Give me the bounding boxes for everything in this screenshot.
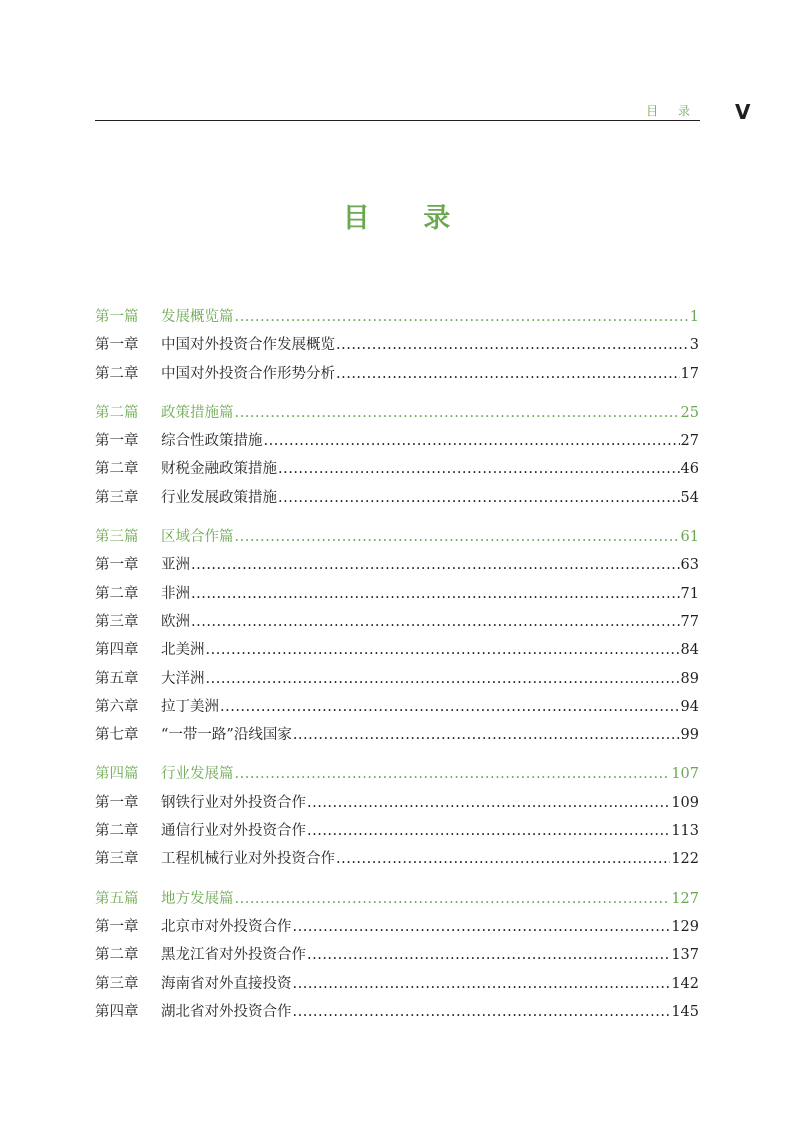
toc-entry-label: 第二章: [95, 947, 139, 964]
toc-entry-page: 63: [680, 557, 699, 574]
toc-entry-page: 84: [680, 642, 699, 659]
toc-entry-page: 127: [671, 890, 699, 907]
dot-leader: [206, 636, 680, 664]
toc-entry-title: 中国对外投资合作发展概览: [161, 337, 335, 354]
running-header: [95, 100, 700, 121]
toc-entry-title: 工程机械行业对外投资合作: [161, 851, 335, 868]
running-header-title: 目 录: [646, 104, 698, 118]
toc-entry-title: 欧洲: [161, 613, 190, 630]
toc-entry-page: 3: [689, 337, 699, 354]
toc-entry-title: 北美洲: [161, 642, 205, 659]
toc-entry-label: 第五篇: [95, 890, 139, 907]
toc-chapter-entry[interactable]: [95, 608, 699, 636]
toc-section: [95, 760, 699, 873]
toc-entry-label: 第四章: [95, 1003, 139, 1020]
toc-entry-label: 第三章: [95, 975, 139, 992]
toc-part-entry[interactable]: [95, 760, 699, 788]
toc-entry-page: 25: [680, 404, 699, 421]
toc-entry-page: 129: [671, 918, 699, 935]
toc-chapter-entry[interactable]: [95, 941, 699, 969]
toc-entry-label: 第三章: [95, 613, 139, 630]
toc-entry-page: 94: [680, 698, 699, 715]
toc-chapter-entry[interactable]: [95, 580, 699, 608]
dot-leader: [336, 331, 689, 359]
dot-leader: [293, 721, 680, 749]
toc-entry-page: 54: [680, 489, 699, 506]
toc-entry-label: 第二章: [95, 585, 139, 602]
toc-entry-page: 107: [671, 766, 699, 783]
toc-entry-label: 第一章: [95, 794, 139, 811]
dot-leader: [293, 970, 671, 998]
toc-part-entry[interactable]: [95, 303, 699, 331]
toc-entry-title: 综合性政策措施: [161, 433, 263, 450]
toc-entry-page: 71: [680, 585, 699, 602]
toc-section: [95, 885, 699, 1026]
dot-leader: [235, 399, 680, 427]
dot-leader: [307, 789, 670, 817]
toc-entry-title: 行业发展政策措施: [161, 489, 277, 506]
page-number: V: [735, 100, 751, 124]
toc-entry-page: 137: [671, 947, 699, 964]
dot-leader: [191, 580, 680, 608]
toc-entry-title: 湖北省对外投资合作: [161, 1003, 292, 1020]
toc-chapter-entry[interactable]: [95, 331, 699, 359]
toc-section: [95, 303, 699, 388]
toc-entry-title: 黑龙江省对外投资合作: [161, 947, 306, 964]
dot-leader: [336, 360, 680, 388]
toc-entry-label: 第四章: [95, 642, 139, 659]
dot-leader: [220, 693, 680, 721]
toc-chapter-entry[interactable]: [95, 789, 699, 817]
toc-entry-page: 142: [671, 975, 699, 992]
toc-entry-title: 北京市对外投资合作: [161, 918, 292, 935]
toc-chapter-entry[interactable]: [95, 817, 699, 845]
toc-entry-page: 61: [680, 529, 699, 546]
toc-chapter-entry[interactable]: [95, 845, 699, 873]
toc-part-entry[interactable]: [95, 885, 699, 913]
dot-leader: [264, 427, 680, 455]
toc-entry-label: 第六章: [95, 698, 139, 715]
toc-entry-label: 第二篇: [95, 404, 139, 421]
toc-entry-title: 亚洲: [161, 557, 190, 574]
table-of-contents: [95, 303, 699, 1037]
toc-chapter-entry[interactable]: [95, 636, 699, 664]
toc-entry-title: 地方发展篇: [161, 890, 234, 907]
dot-leader: [235, 303, 689, 331]
dot-leader: [293, 913, 671, 941]
toc-entry-page: 109: [671, 794, 699, 811]
toc-section: [95, 523, 699, 749]
toc-entry-title: 政策措施篇: [161, 404, 234, 421]
page-title: 目 录: [342, 203, 473, 234]
toc-entry-page: 27: [680, 433, 699, 450]
toc-entry-label: 第三篇: [95, 529, 139, 546]
toc-section: [95, 399, 699, 512]
toc-entry-page: 1: [689, 309, 699, 325]
dot-leader: [191, 608, 680, 636]
toc-entry-page: 113: [671, 823, 699, 840]
toc-part-entry[interactable]: [95, 523, 699, 551]
toc-entry-label: 第二章: [95, 461, 139, 478]
toc-entry-page: 89: [680, 670, 699, 687]
toc-entry-label: 第四篇: [95, 766, 139, 783]
toc-part-entry[interactable]: [95, 399, 699, 427]
toc-entry-title: 中国对外投资合作形势分析: [161, 365, 335, 382]
toc-chapter-entry[interactable]: [95, 427, 699, 455]
toc-entry-title: 拉丁美洲: [161, 698, 219, 715]
toc-entry-title: 行业发展篇: [161, 766, 234, 783]
dot-leader: [293, 998, 671, 1026]
toc-entry-page: 122: [671, 851, 699, 868]
toc-entry-title: 通信行业对外投资合作: [161, 823, 306, 840]
dot-leader: [336, 845, 670, 873]
toc-entry-label: 第一章: [95, 433, 139, 450]
dot-leader: [307, 817, 670, 845]
dot-leader: [191, 551, 680, 579]
toc-chapter-entry[interactable]: [95, 998, 699, 1026]
toc-entry-label: 第一篇: [95, 309, 139, 325]
toc-entry-title: 海南省对外直接投资: [161, 975, 292, 992]
toc-chapter-entry[interactable]: [95, 360, 699, 388]
toc-chapter-entry[interactable]: [95, 484, 699, 512]
dot-leader: [235, 885, 671, 913]
toc-chapter-entry[interactable]: [95, 693, 699, 721]
dot-leader: [206, 665, 680, 693]
toc-entry-title: 区域合作篇: [161, 529, 234, 546]
toc-entry-page: 77: [680, 613, 699, 630]
dot-leader: [235, 760, 671, 788]
toc-entry-title: 钢铁行业对外投资合作: [161, 794, 306, 811]
dot-leader: [278, 455, 680, 483]
toc-chapter-entry[interactable]: [95, 721, 699, 749]
dot-leader: [278, 484, 680, 512]
dot-leader: [307, 941, 670, 969]
toc-entry-label: 第七章: [95, 727, 139, 744]
toc-entry-page: 145: [671, 1003, 699, 1020]
toc-chapter-entry[interactable]: [95, 455, 699, 483]
toc-chapter-entry[interactable]: [95, 665, 699, 693]
toc-entry-label: 第三章: [95, 851, 139, 868]
toc-entry-page: 17: [680, 365, 699, 382]
toc-entry-title: 发展概览篇: [161, 309, 234, 325]
toc-chapter-entry[interactable]: [95, 551, 699, 579]
toc-entry-page: 46: [680, 461, 699, 478]
toc-entry-title: 财税金融政策措施: [161, 461, 277, 478]
toc-entry-label: 第一章: [95, 557, 139, 574]
toc-entry-title: 大洋洲: [161, 670, 205, 687]
toc-entry-label: 第一章: [95, 918, 139, 935]
dot-leader: [235, 523, 680, 551]
toc-entry-page: 99: [680, 727, 699, 744]
toc-entry-label: 第一章: [95, 337, 139, 354]
toc-entry-title: 非洲: [161, 585, 190, 602]
toc-chapter-entry[interactable]: [95, 970, 699, 998]
toc-entry-title: “一带一路”沿线国家: [161, 727, 292, 744]
toc-entry-label: 第二章: [95, 365, 139, 382]
toc-entry-label: 第二章: [95, 823, 139, 840]
toc-chapter-entry[interactable]: [95, 913, 699, 941]
toc-entry-label: 第三章: [95, 489, 139, 506]
toc-entry-label: 第五章: [95, 670, 139, 687]
